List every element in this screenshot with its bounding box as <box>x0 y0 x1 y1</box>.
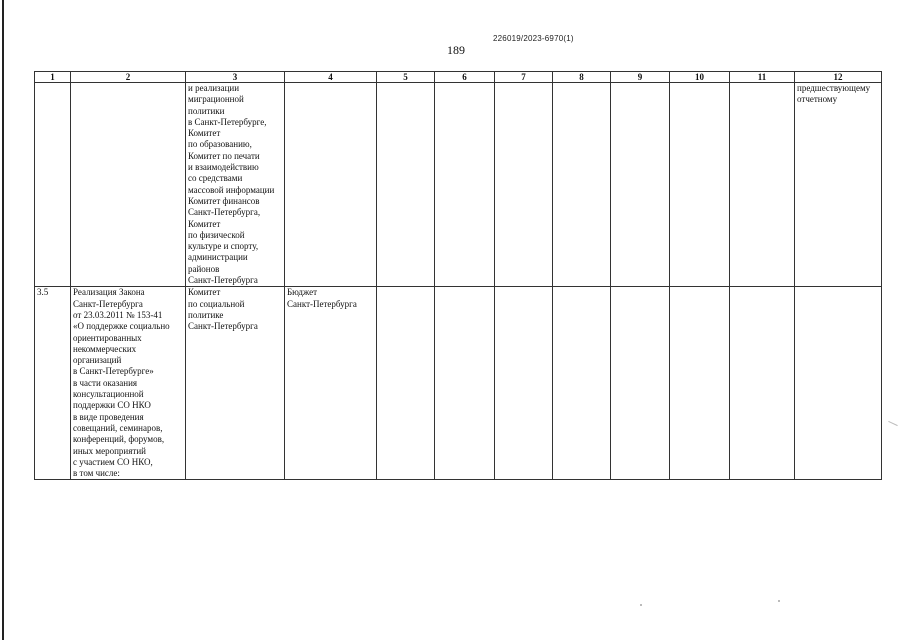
table-row <box>35 83 882 287</box>
table-cell <box>435 83 495 287</box>
table-cell <box>611 287 670 480</box>
table-cell: Реализация Закона Санкт-Петербурга от 23.03.2011 № 153-41 «О поддержке социально ориентированных некоммерческих организаций в Санкт-Петербурге» в части оказания консультационной поддержки СО НКО в виде проведения совещаний, семинаров, конференций, форумов, иных мероприятий с участием СО НКО, в том числе: <box>71 287 186 480</box>
table-row <box>35 287 882 480</box>
scan-left-edge <box>2 0 4 640</box>
scan-speck <box>778 600 780 602</box>
table-cell <box>795 287 882 480</box>
column-header: 7 <box>495 72 553 83</box>
table-cell <box>71 83 186 287</box>
column-header: 11 <box>730 72 795 83</box>
table-cell <box>730 287 795 480</box>
table-cell <box>670 83 730 287</box>
table-cell <box>495 287 553 480</box>
scan-speck <box>640 604 642 606</box>
table-cell <box>553 83 611 287</box>
table-cell <box>730 83 795 287</box>
table-cell: Комитет по социальной политике Санкт-Петербурга <box>186 287 285 480</box>
table-cell <box>285 83 377 287</box>
table-cell: 3.5 <box>35 287 71 480</box>
column-header: 10 <box>670 72 730 83</box>
table-cell <box>611 83 670 287</box>
page-number: 189 <box>447 43 465 57</box>
scan-speck <box>888 421 897 426</box>
table-cell <box>670 287 730 480</box>
data-table <box>34 71 882 480</box>
table-cell: Бюджет Санкт-Петербурга <box>285 287 377 480</box>
table-cell: и реализации миграционной политики в Санкт-Петербурге, Комитет по образованию, Комитет по печати и взаимодействию со средствами массовой информации Комитет финансов Санкт-Петербурга, Комитет по физической культуре и спорту, администрации районов Санкт-Петербурга <box>186 83 285 287</box>
table-cell <box>377 83 435 287</box>
column-header: 12 <box>795 72 882 83</box>
column-header: 1 <box>35 72 71 83</box>
table-cell <box>553 287 611 480</box>
table-cell: предшествующему отчетному <box>795 83 882 287</box>
column-number-row <box>35 72 882 83</box>
column-header: 8 <box>553 72 611 83</box>
column-header: 4 <box>285 72 377 83</box>
table-cell <box>495 83 553 287</box>
column-header: 3 <box>186 72 285 83</box>
table-cell <box>377 287 435 480</box>
table-cell <box>435 287 495 480</box>
document-registration-code: 226019/2023-6970(1) <box>493 34 574 43</box>
column-header: 5 <box>377 72 435 83</box>
table-cell <box>35 83 71 287</box>
column-header: 6 <box>435 72 495 83</box>
column-header: 2 <box>71 72 186 83</box>
column-header: 9 <box>611 72 670 83</box>
